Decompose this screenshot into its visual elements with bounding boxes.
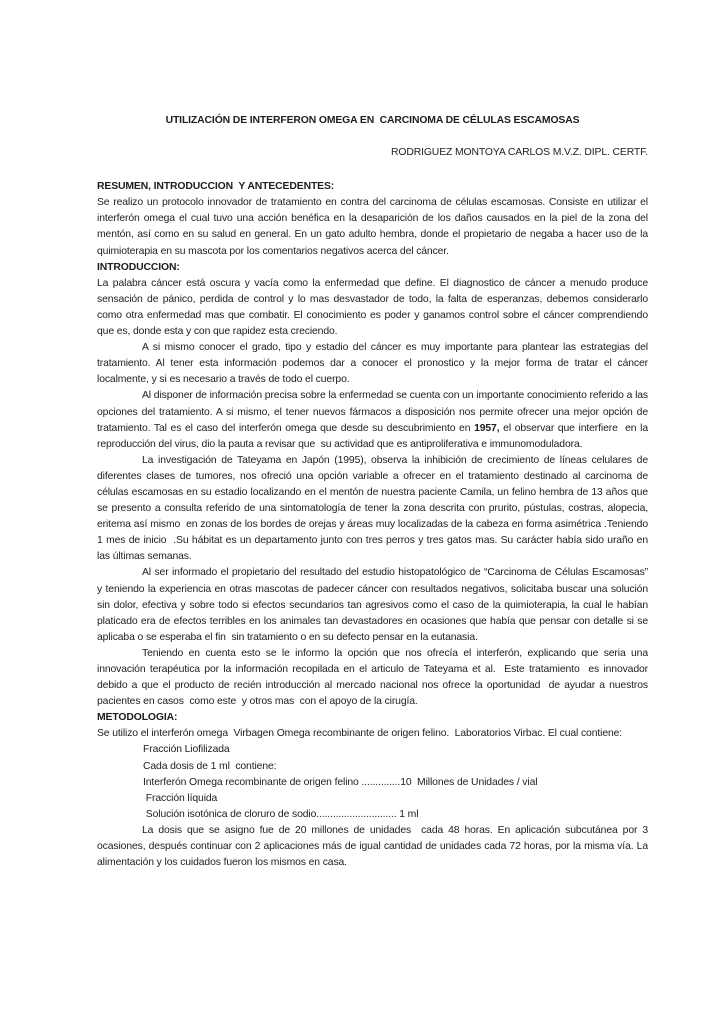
- paragraph-resumen: Se realizo un protocolo innovador de tratamiento en contra del carcinoma de células escamosas. Consiste en utilizar el interferón omega el cual tuvo una acción benéfica en la desaparición de los daños causados en la piel de la zona del mentón, así como en su salud en general. En un gato adulto hembra, donde el propietario de negaba a hacer uso de la quimioterapia en su mascota por los comentarios negativos acerca del cáncer.: [97, 197, 651, 257]
- bold-year-1957: 1957,: [474, 422, 500, 434]
- list-item-fraccion-liquida: Fracción líquida: [143, 792, 218, 804]
- list-item-dosis-contiene: Cada dosis de 1 ml contiene:: [143, 760, 277, 772]
- paragraph-intro-cancer: La palabra cáncer está oscura y vacía como la enfermedad que define. El diagnostico de cáncer a menudo produce sensación de pánico, perdida de control y lo mas desvastador de todo, la falta de esperanzas, debemos considerarlo como otra enfermedad mas que combatir. El conocimiento es poder y ganamos control sobre el cáncer comprendiendo que es, donde esta y con que rapidez esta creciendo.: [97, 277, 651, 338]
- paragraph-intro-farmacos-text-cont: el observar que interfiere en la reproducción del virus, dio la pauta a revisar que su actividad que es antiproliferativa e immunomoduladora.: [97, 422, 651, 450]
- list-item-fraccion-liofilizada: Fracción Liofilizada: [143, 744, 230, 756]
- paragraph-intro-propietario: Al ser informado el propietario del resultado del estudio histopatológico de “Carcinoma de Células Escamosas” y teniendo la experiencia en otras mascotas de padecer cáncer con resultados negativos, solicitaba buscar una solución sin dolor, efectiva y sobre todo si efectos secundarios tan agresivos como el caso de la quimioterapia, la cual le habían platicado era de efectos terribles en los animales tan devastadores en ocasiones que había que pensar con detalle si se aplicaba o se esperaba el fin sin tratamiento o en su defecto pensar en la eutanasia.: [97, 567, 654, 643]
- list-item-solucion-isotonica: Solución isotónica de cloruro de sodio............................. 1 ml: [143, 808, 419, 820]
- document-title: UTILIZACIÓN DE INTERFERON OMEGA EN CARCINOMA DE CÉLULAS ESCAMOSAS: [165, 115, 580, 126]
- paragraph-intro-farmacos: [97, 388, 651, 452]
- paragraph-metodologia-intro: Se utilizo el interferón omega Virbagen Omega recombinante de origen felino. Laboratorios Virbac. El cual contiene:: [97, 728, 623, 740]
- paragraph-intro-innovacion: Teniendo en cuenta esto se le informo la opción que nos ofrecía el interferón, explicando que seria una innovación terapéutica por la información recopilada en el articulo de Tateyama et al. Este tratamiento es innovador debido a que el producto de recién introducción al mercado nacional nos ofrece la oportunidad de ayudar a nuestros pacientes en casos como este y otros mas con el apoyo de la cirugía.: [97, 647, 651, 708]
- paragraph-intro-tateyama: La investigación de Tateyama en Japón (1995), observa la inhibición de crecimiento de líneas celulares de diferentes clases de tumores, nos ofreció una opción variable a ofrecer en el tratamiento destinado al carcinoma de células escamosas en su estadio localizando en el mentón de nuestra paciente Camila, un felino hembra de 13 años que se presento a consulta referido de una sintomatología de tener la zona descrita con prurito, pústulas, costras, alopecia, eritema así mismo en zonas de los bordes de orejas y áreas muy localizadas de la cabeza en forma asimétrica .Teniendo 1 mes de inicio .Su hábitat es un departamento junto con tres perros y tres gatos mas. Su carácter había sido uraño en las últimas semanas.: [97, 454, 651, 563]
- paragraph-intro-farmacos-text: Al disponer de información precisa sobre la enfermedad se cuenta con un importante conocimiento referido a las opciones del tratamiento. A si mismo, el tener nuevos fármacos a disposición nos permite ofrecer una mejor opción de tratamiento. Tal es el caso del interferón omega que desde su descubrimiento en: [97, 390, 651, 434]
- paragraph-metodologia-dosis: La dosis que se asigno fue de 20 millones de unidades cada 48 horas. En aplicación subcutánea por 3 ocasiones, después continuar con 2 aplicaciones más de igual cantidad de unidades cada 72 horas, por la misma vía. La alimentación y los cuidados fueron los mismos en casa.: [97, 824, 651, 869]
- heading-resumen: RESUMEN, INTRODUCCION Y ANTECEDENTES:: [97, 181, 335, 193]
- document-content: [97, 113, 654, 871]
- list-item-interferon-unidades: Interferón Omega recombinante de origen felino ..............10 Millones de Unidades / vial: [143, 776, 538, 788]
- heading-metodologia: METODOLOGIA:: [97, 712, 178, 724]
- heading-introduccion: INTRODUCCION:: [97, 261, 180, 273]
- author-line: RODRIGUEZ MONTOYA CARLOS M.V.Z. DIPL. CERTF.: [390, 147, 648, 159]
- paragraph-intro-grado: A si mismo conocer el grado, tipo y estadio del cáncer es muy importante para plantear las estrategias del tratamiento. Al tener esta información podemos dar a conocer el pronostico y la mejor forma de tratar el cáncer localmente, y si es necesario a través de todo el cuerpo.: [97, 342, 651, 386]
